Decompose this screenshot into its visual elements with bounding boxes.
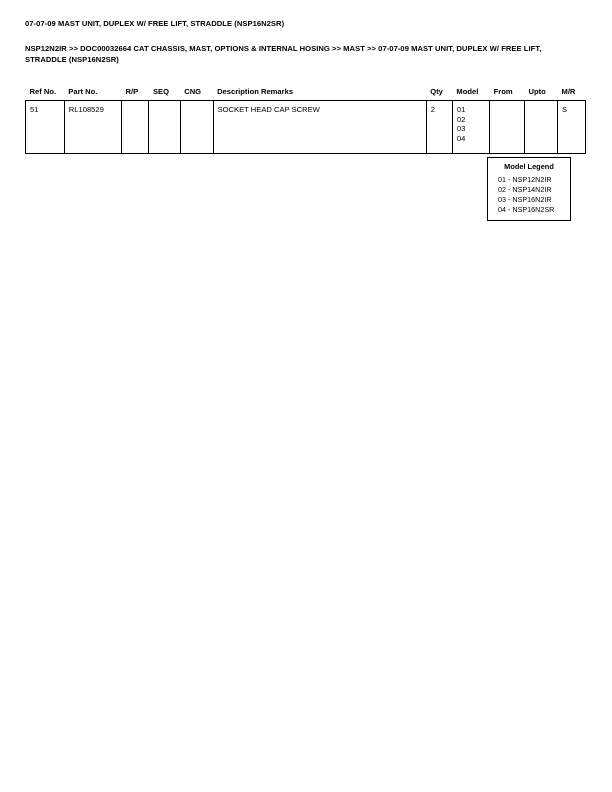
cell-cng	[180, 101, 213, 154]
model-legend-item: 03 - NSP16N2IR	[498, 195, 552, 204]
model-legend-item: 01 - NSP12N2IR	[498, 175, 552, 184]
cell-part-no: RL108529	[64, 101, 121, 154]
column-header-from: From	[490, 84, 525, 101]
model-code: 03	[456, 124, 466, 134]
cell-model	[452, 101, 489, 154]
column-header-upto: Upto	[525, 84, 558, 101]
model-legend	[487, 157, 571, 221]
column-header-ref-no: Ref No.	[26, 84, 65, 101]
cell-seq	[149, 101, 180, 154]
page-title: 07-07-09 MAST UNIT, DUPLEX W/ FREE LIFT, STRADDLE (NSP16N2SR)	[25, 19, 285, 28]
model-legend-title: Model Legend	[504, 162, 554, 171]
parts-table-header	[26, 84, 586, 101]
column-header-description: Description Remarks	[213, 84, 426, 101]
breadcrumb: NSP12N2IR >> DOC00032664 CAT CHASSIS, MAST, OPTIONS & INTERNAL HOSING >> MAST >> 07-07-09 MAST UNIT, DUPLEX W/ FREE LIFT, STRADDLE (NSP16N2SR)	[25, 44, 542, 64]
column-header-cng: CNG	[180, 84, 213, 101]
cell-rp	[121, 101, 148, 154]
cell-qty: 2	[426, 101, 452, 154]
column-header-part-no: Part No.	[64, 84, 121, 101]
model-code-list	[457, 105, 485, 143]
table-header-row	[26, 84, 586, 101]
column-header-rp: R/P	[121, 84, 148, 101]
column-header-model: Model	[452, 84, 489, 101]
column-header-seq: SEQ	[149, 84, 180, 101]
model-legend-item: 02 - NSP14N2IR	[498, 185, 552, 194]
cell-ref-no: 51	[26, 101, 65, 154]
model-code: 04	[456, 133, 466, 143]
column-header-mr: M/R	[558, 84, 586, 101]
parts-table-body	[26, 101, 586, 154]
table-row	[26, 101, 586, 154]
cell-mr: S	[558, 101, 586, 154]
cell-description: SOCKET HEAD CAP SCREW	[213, 101, 426, 154]
model-legend-item: 04 - NSP16N2SR	[498, 205, 555, 214]
model-code: 01	[456, 105, 466, 114]
column-header-qty: Qty	[426, 84, 452, 101]
model-code: 02	[456, 114, 466, 124]
cell-upto	[525, 101, 558, 154]
parts-table	[25, 84, 586, 154]
cell-from	[490, 101, 525, 154]
